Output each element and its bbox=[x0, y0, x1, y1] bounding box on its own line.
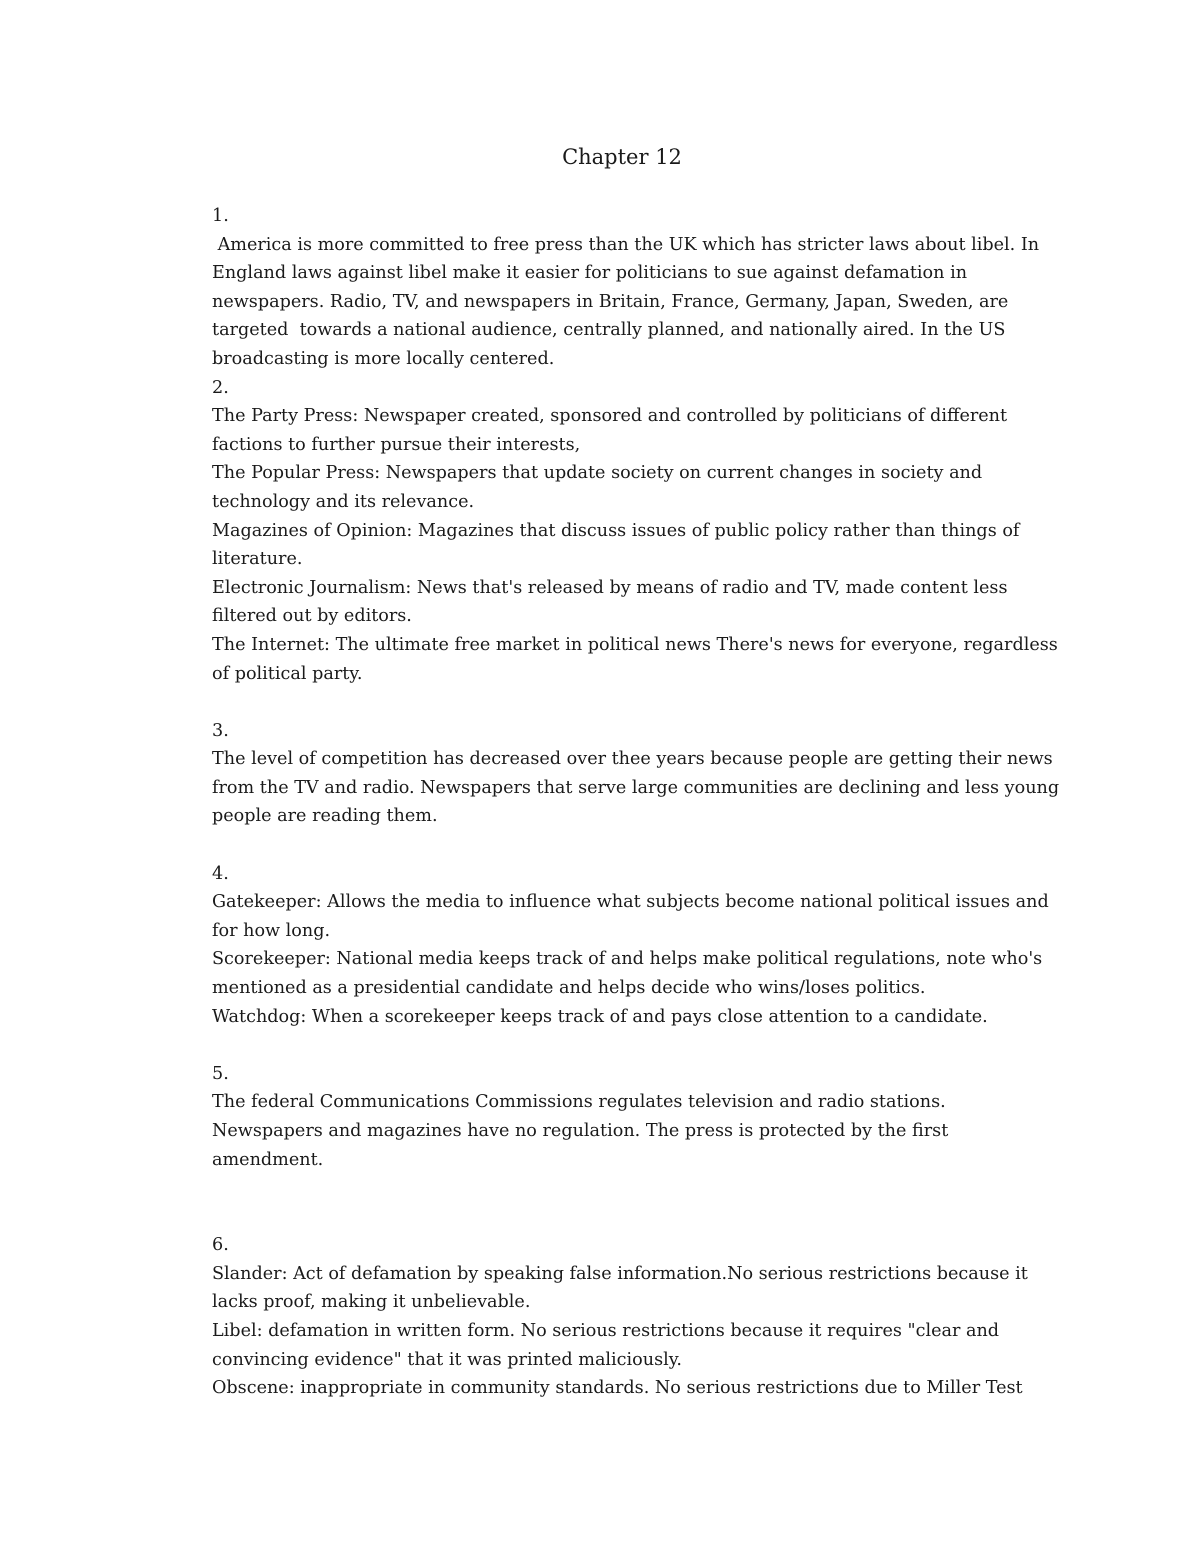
paragraph: Libel: defamation in written form. No serious restrictions because it requires "clear and convincing evidence" that it was printed maliciously. bbox=[212, 1320, 1000, 1370]
spacer bbox=[212, 831, 1062, 860]
section-number: 2. bbox=[212, 377, 229, 398]
section-5 bbox=[212, 1060, 1062, 1174]
spacer bbox=[212, 688, 1062, 717]
paragraph: Gatekeeper: Allows the media to influence what subjects become national political issues and for how long. bbox=[212, 892, 1049, 941]
paragraph: Slander: Act of defamation by speaking false information.No serious restrictions because it lacks proof, making it unbelievable. bbox=[212, 1263, 1028, 1313]
section-1 bbox=[212, 202, 1062, 374]
paragraph: Obscene: inappropriate in community standards. No serious restrictions due to Miller Test bbox=[212, 1378, 1023, 1399]
paragraph: The Party Press: Newspaper created, sponsored and controlled by politicians of different factions to further pursue their interests, bbox=[212, 406, 1008, 455]
paragraph: America is more committed to free press than the UK which has stricter laws about libel. In England laws against libel make it easier for politicians to sue against defamation in newspapers. Radio, TV, and newspapers in Britain, France, Germany, Japan, Sweden, are targeted towards a national audience, centrally planned, and nationally aired. In the US broadcasting is more locally centered. bbox=[212, 234, 1045, 369]
section-number: 4. bbox=[212, 863, 229, 884]
paragraph: The Internet: The ultimate free market in political news There's news for everyone, regardless of political party. bbox=[212, 634, 1058, 684]
section-4 bbox=[212, 860, 1062, 1032]
section-6 bbox=[212, 1231, 1062, 1403]
paragraph: Watchdog: When a scorekeeper keeps track of and pays close attention to a candidate. bbox=[212, 1006, 988, 1027]
paragraph: The level of competition has decreased over thee years because people are getting their news from the TV and radio. Newspapers that serve large communities are declining and less young people are reading them. bbox=[212, 749, 1060, 827]
section-number: 5. bbox=[212, 1063, 229, 1084]
section-number: 3. bbox=[212, 720, 229, 741]
paragraph: Electronic Journalism: News that's released by means of radio and TV, made content less filtered out by editors. bbox=[212, 577, 1008, 627]
section-3 bbox=[212, 717, 1062, 831]
paragraph: Scorekeeper: National media keeps track of and helps make political regulations, note who's mentioned as a presidential candidate and helps decide who wins/loses politics. bbox=[212, 949, 1043, 999]
section-number: 6. bbox=[212, 1235, 229, 1256]
spacer bbox=[212, 1031, 1062, 1060]
paragraph: Magazines of Opinion: Magazines that discuss issues of public policy rather than things of literature. bbox=[212, 520, 1020, 570]
paragraph: The Popular Press: Newspapers that update society on current changes in society and technology and its relevance. bbox=[212, 463, 983, 512]
document-page bbox=[212, 140, 1062, 1403]
paragraph: The federal Communications Commissions regulates television and radio stations. Newspapers and magazines have no regulation. The press is protected by the first amendment. bbox=[212, 1092, 949, 1170]
spacer bbox=[212, 1174, 1062, 1231]
page-title: Chapter 12 bbox=[562, 145, 682, 169]
section-number: 1. bbox=[212, 206, 229, 226]
section-2 bbox=[212, 374, 1062, 689]
